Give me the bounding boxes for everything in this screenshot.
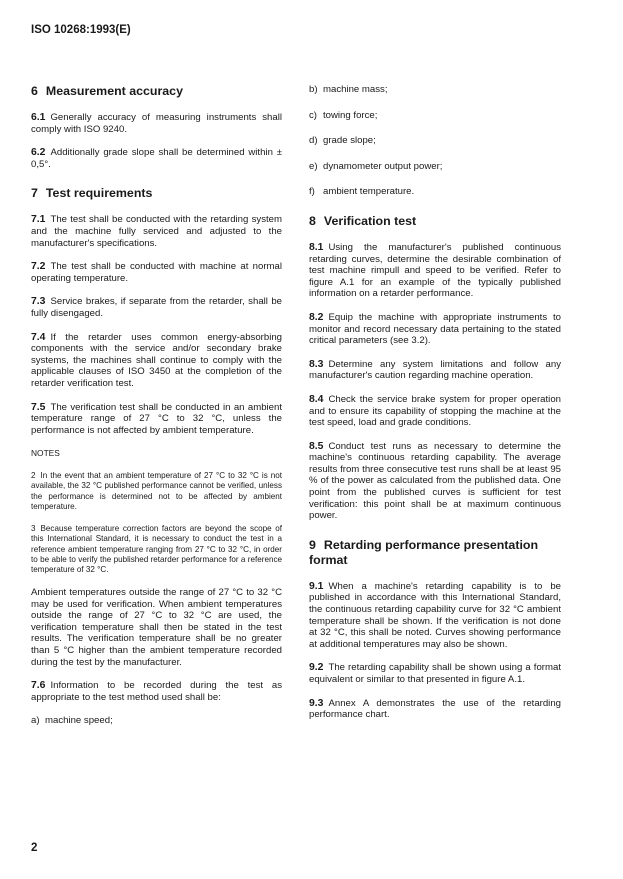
list-item-d: d) grade slope; [309,135,376,147]
list-item-f: f) ambient temperature. [309,186,415,198]
clause-8-3: 8.3 Determine any system limitations and follow any manufacturer's caution regarding machine operation. [309,358,561,382]
right-column [309,84,561,733]
clause-9-1: 9.1 When a machine's retarding capability is to be published in accordance with this International Standard, the continuous retarding capability curve for 32 °C ambient temperature shall be shown. If the verification is not done at 32 °C, this shall be noted. Curves showing performance at additional temperatures may also be shown. [309,580,561,650]
document-header: ISO 10268:1993(E) [31,24,131,36]
note-3: 3 Because temperature correction factors are beyond the scope of this International Standard, it is necessary to conduct the test in a reference ambient temperature ranging from 27 °C to 32 °C, in order to be able to verify the published retarder performance for a reference temperature of 32 °C. [31,524,282,574]
list-item-b: b) machine mass; [309,84,388,95]
section-7-heading: 7 Test requirements [31,186,153,201]
section-9-heading: 9 Retarding performance presentation format [309,537,539,567]
clause-7-1: 7.1 The test shall be conducted with the retarding system and the machine fully serviced and adjusted to the manufacturer's specifications. [31,214,282,249]
section-8-heading: 8 Verification test [309,213,417,228]
note-2: 2 In the event that an ambient temperature of 27 °C to 32 °C is not available, the 32 °C published performance cannot be verified, unless the performance is determined not to be affected by ambient temperature. [31,471,282,511]
list-item-a: a) machine speed; [31,715,113,727]
clause-6-1: 6.1 Generally accuracy of measuring instruments shall comply with ISO 9240. [31,112,282,135]
list-item-c: c) towing force; [309,109,378,121]
clause-7-2: 7.2 The test shall be conducted with machine at normal operating temperature. [31,261,282,284]
section-6-heading: 6 Measurement accuracy [31,84,183,98]
ambient-temperature-paragraph: Ambient temperatures outside the range of 27 °C to 32 °C may be used for verification. When ambient temperatures outside the range of 27 °C to 32 °C are used, the verification temperature shall then be stated in the test results. The verification temperature shall be no greater than 5 °C higher than the ambient temperature recorded during the test by the manufacturer. [31,587,282,668]
page-number: 2 [31,842,38,854]
clause-7-4: 7.4 If the retarder uses common energy-absorbing components with the service and/or secondary brake systems, the machines shall continue to comply with the applicable clauses of ISO 3450 at the completion of the retarder verification test. [31,331,282,389]
clause-8-1: 8.1 Using the manufacturer's published continuous retarding curves, determine the desirable combination of test machine rimpull and speed to be verified. Refer to figure A.1 for an example of the typically published information on a retarder performance. [309,241,561,300]
clause-8-2: 8.2 Equip the machine with appropriate instruments to monitor and record necessary data pertaining to the stated critical parameters (see 3.2). [309,311,561,347]
clause-7-3: 7.3 Service brakes, if separate from the retarder, shall be fully disengaged. [31,296,282,319]
list-item-e: e) dynamometer output power; [309,160,443,172]
left-column [31,84,282,741]
clause-9-2: 9.2 The retarding capability shall be shown using a format equivalent or similar to that presented in figure A.1. [309,662,561,685]
clause-8-5: 8.5 Conduct test runs as necessary to determine the machine's continuous retarding capability. The average results from three consecutive test runs shall be at least 95 % of the power as calculated from the published data. One point from the published curves is sufficient for test verification: this point shall be at maximum continuous power. [309,440,561,522]
clause-6-2: 6.2 Additionally grade slope shall be determined within ± 0,5°. [31,147,282,170]
clause-9-3: 9.3 Annex A demonstrates the use of the retarding performance chart. [309,697,561,721]
clause-8-4: 8.4 Check the service brake system for proper operation and to ensure its capability of stopping the machine at the test speed, load and grade conditions. [309,393,561,429]
clause-7-6: 7.6 Information to be recorded during the test as appropriate to the test method used shall be: [31,680,282,703]
notes-heading: NOTES [31,448,60,459]
clause-7-5: 7.5 The verification test shall be conducted in an ambient temperature range of 27 °C to 32 °C, unless the performance is not affected by ambient temperature. [31,401,282,436]
